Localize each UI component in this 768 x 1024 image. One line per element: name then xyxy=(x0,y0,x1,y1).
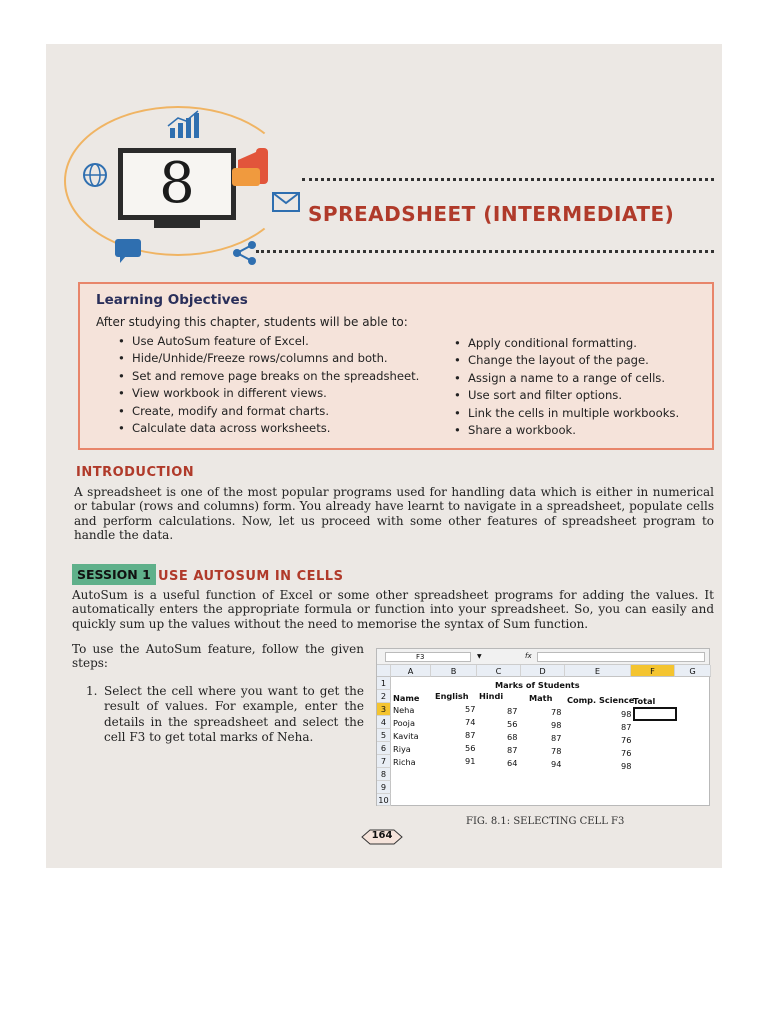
header-cell-hindi[interactable]: Hindi xyxy=(479,691,504,701)
objective-item: • Share a workbook. xyxy=(454,423,679,440)
page-number: 164 xyxy=(371,830,393,841)
name-box[interactable]: F3 xyxy=(385,652,471,662)
objective-item: • Link the cells in multiple workbooks. xyxy=(454,406,679,423)
steps-intro: To use the AutoSum feature, follow the given steps: xyxy=(72,642,364,671)
header-cell-comp-science[interactable]: Comp. Science xyxy=(567,695,635,705)
session-heading: USE AUTOSUM IN CELLS xyxy=(158,569,344,584)
column-header-c[interactable]: C xyxy=(477,665,521,677)
header-cell-total[interactable]: Total xyxy=(633,696,656,706)
selected-cell-f3[interactable] xyxy=(633,707,677,721)
chapter-number: 8 xyxy=(159,151,195,216)
row-header-3[interactable]: 3 xyxy=(377,703,391,716)
objective-item: • Create, modify and format charts. xyxy=(118,404,419,421)
row-header-6[interactable]: 6 xyxy=(377,742,391,755)
monitor-stand xyxy=(154,220,200,228)
name-box-dropdown-icon[interactable]: ▼ xyxy=(477,653,482,660)
objective-item: • Use sort and filter options. xyxy=(454,388,679,405)
cell-comp-science[interactable]: 98 xyxy=(621,761,632,771)
row-header-7[interactable]: 7 xyxy=(377,755,391,768)
fx-icon[interactable]: fx xyxy=(525,652,532,660)
sheet-title-cell[interactable]: Marks of Students xyxy=(495,680,580,690)
row-header-10[interactable]: 10 xyxy=(377,794,391,806)
cell-hindi[interactable]: 87 xyxy=(507,745,518,755)
learning-objectives-title: Learning Objectives xyxy=(96,292,248,308)
objective-item: • Set and remove page breaks on the spreadsheet. xyxy=(118,369,419,386)
objective-item: • Change the layout of the page. xyxy=(454,353,679,370)
chat-bubble-icon xyxy=(114,238,142,264)
spreadsheet-figure xyxy=(376,648,710,806)
dotted-rule-top xyxy=(302,178,714,181)
formula-bar xyxy=(377,649,709,665)
header-cell-name[interactable]: Name xyxy=(393,693,420,703)
cell-math[interactable]: 87 xyxy=(551,733,562,743)
cell-name[interactable]: Pooja xyxy=(393,718,415,728)
step-text: Select the cell where you want to get the result of values. For example, enter the details in the spreadsheet and select the cell F3 to get total marks of Neha. xyxy=(104,684,364,745)
row-header-9[interactable]: 9 xyxy=(377,781,391,794)
cell-hindi[interactable]: 64 xyxy=(507,758,518,768)
figure-caption: FIG. 8.1: SELECTING CELL F3 xyxy=(466,816,625,827)
objective-item: • Assign a name to a range of cells. xyxy=(454,371,679,388)
learning-objectives-box xyxy=(78,282,714,450)
header-cell-english[interactable]: English xyxy=(435,691,469,701)
introduction-text: A spreadsheet is one of the most popular programs used for handling data which is either in numerical or tabular (rows and columns) form. You already have learnt to navigate in a spreadsheet, populate cells and perform calculations. Now, let us proceed with some other features of spreadsheet program to handle the data. xyxy=(74,485,714,543)
cell-comp-science[interactable]: 76 xyxy=(621,748,632,758)
objective-item: • Use AutoSum feature of Excel. xyxy=(118,334,419,351)
cell-english[interactable]: 57 xyxy=(465,704,476,714)
cell-name[interactable]: Kavita xyxy=(393,731,419,741)
row-header-4[interactable]: 4 xyxy=(377,716,391,729)
row-header-1[interactable]: 1 xyxy=(377,677,391,690)
cell-math[interactable]: 94 xyxy=(551,759,562,769)
cell-name[interactable]: Richa xyxy=(393,757,416,767)
select-all-corner[interactable] xyxy=(377,665,391,677)
cell-hindi[interactable]: 68 xyxy=(507,732,518,742)
cell-name[interactable]: Riya xyxy=(393,744,411,754)
cell-hindi[interactable]: 87 xyxy=(507,706,518,716)
row-header-8[interactable]: 8 xyxy=(377,768,391,781)
objective-item: • Hide/Unhide/Freeze rows/columns and both. xyxy=(118,351,419,368)
session-text: AutoSum is a useful function of Excel or some other spreadsheet programs for adding the values. It automatically enters the appropriate formula or function into your spreadsheet. So, you can easily and quickly sum up the values without the need to memorise the syntax of Sum function. xyxy=(72,588,714,631)
column-header-e[interactable]: E xyxy=(565,665,631,677)
cell-english[interactable]: 56 xyxy=(465,743,476,753)
cell-math[interactable]: 98 xyxy=(551,720,562,730)
row-header-2[interactable]: 2 xyxy=(377,690,391,703)
column-header-g[interactable]: G xyxy=(675,665,711,677)
cell-comp-science[interactable]: 76 xyxy=(621,735,632,745)
objectives-list-left xyxy=(118,334,419,438)
cell-name[interactable]: Neha xyxy=(393,705,415,715)
chapter-title: SPREADSHEET (INTERMEDIATE) xyxy=(308,202,675,226)
cell-math[interactable]: 78 xyxy=(551,746,562,756)
bar-chart-icon xyxy=(166,110,202,140)
cell-english[interactable]: 74 xyxy=(465,717,476,727)
cell-comp-science[interactable]: 87 xyxy=(621,722,632,732)
formula-input[interactable] xyxy=(537,652,705,662)
header-cell-math[interactable]: Math xyxy=(529,693,553,703)
column-header-a[interactable]: A xyxy=(391,665,431,677)
objectives-list-right xyxy=(454,336,679,440)
introduction-heading: INTRODUCTION xyxy=(76,465,195,480)
column-header-f[interactable]: F xyxy=(631,665,675,677)
cell-comp-science[interactable]: 98 xyxy=(621,709,632,719)
step-1 xyxy=(86,684,364,746)
step-number: 1. xyxy=(86,684,98,698)
cell-english[interactable]: 91 xyxy=(465,756,476,766)
textbook-page xyxy=(46,44,722,868)
row-header-5[interactable]: 5 xyxy=(377,729,391,742)
mail-icon xyxy=(272,192,300,212)
megaphone-icon xyxy=(232,144,286,192)
learning-objectives-intro: After studying this chapter, students will be able to: xyxy=(96,315,408,329)
column-header-b[interactable]: B xyxy=(431,665,477,677)
objective-item: • View workbook in different views. xyxy=(118,386,419,403)
globe-icon xyxy=(82,162,108,188)
cell-english[interactable]: 87 xyxy=(465,730,476,740)
session-badge: SESSION 1 xyxy=(72,564,156,585)
objective-item: • Calculate data across worksheets. xyxy=(118,421,419,438)
dotted-rule-bottom xyxy=(256,250,714,253)
cell-math[interactable]: 78 xyxy=(551,707,562,717)
share-icon xyxy=(232,240,258,266)
column-header-d[interactable]: D xyxy=(521,665,565,677)
objective-item: • Apply conditional formatting. xyxy=(454,336,679,353)
cell-hindi[interactable]: 56 xyxy=(507,719,518,729)
